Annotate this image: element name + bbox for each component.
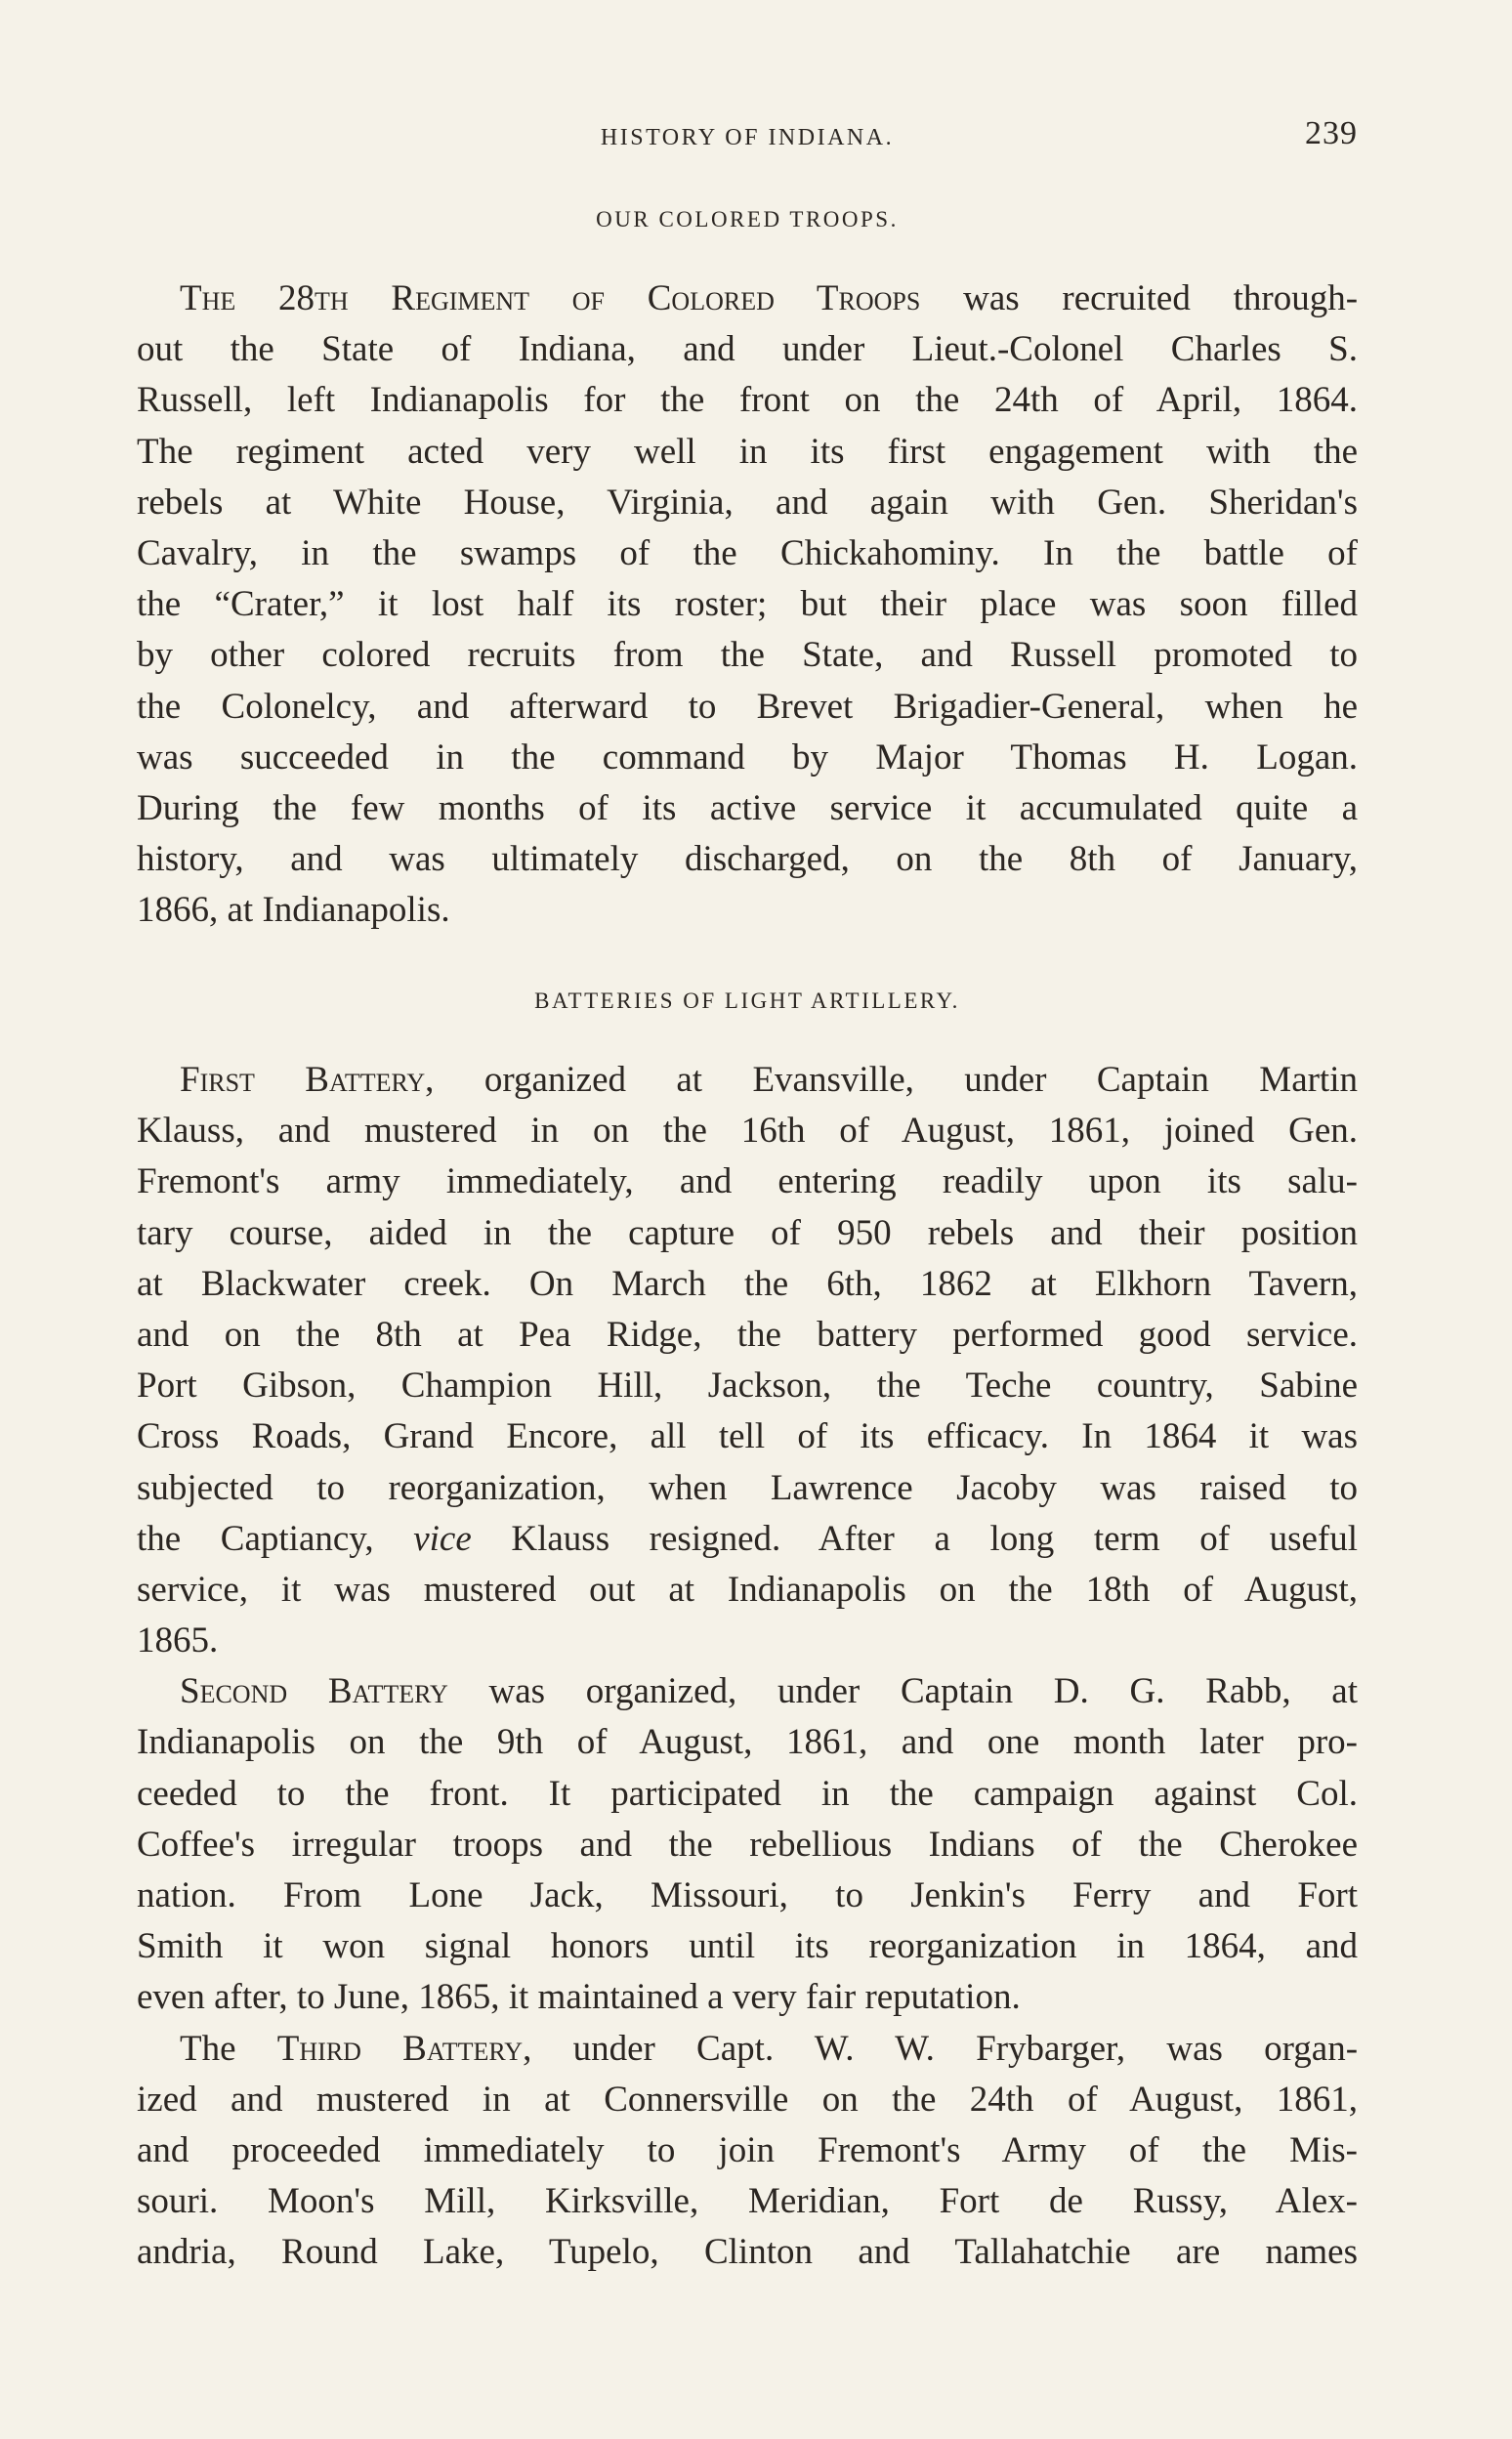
- battery-name-third: Third Battery,: [276, 2028, 532, 2069]
- text-line: Klauss, and mustered in on the 16th of August, 1861, joined Gen.: [137, 1111, 1358, 1152]
- text-line: Cavalry, in the swamps of the Chickahominy. In the battle of: [137, 532, 1358, 573]
- text-line: During the few months of its active service it accumulated quite a: [137, 787, 1358, 828]
- section-heading-light-artillery: BATTERIES OF LIGHT ARTILLERY.: [534, 988, 960, 1013]
- text-line: Coffee's irregular troops and the rebellious Indians of the Cherokee: [137, 1824, 1358, 1865]
- italic-word: vice: [413, 1518, 472, 1559]
- text-line: Russell, left Indianapolis for the front on the 24th of April, 1864.: [137, 380, 1358, 421]
- text-line: rebels at White House, Virginia, and again with Gen. Sheridan's: [137, 482, 1358, 523]
- text-line: 1866, at Indianapolis.: [137, 890, 450, 931]
- text-line: Second Battery was organized, under Captain D. G. Rabb, at: [180, 1671, 1359, 1712]
- text-line: even after, to June, 1865, it maintained a very fair reputation.: [137, 1977, 1021, 2018]
- text-line: the Captiancy, vice Klauss resigned. After a long term of useful: [137, 1518, 1359, 1559]
- text-line: The Third Battery, under Capt. W. W. Frybarger, was organ-: [180, 2028, 1359, 2069]
- text-line: The 28th Regiment of Colored Troops was recruited through-: [180, 278, 1359, 318]
- text-line: 1865.: [137, 1620, 219, 1661]
- text-line: by other colored recruits from the State, and Russell promoted to: [137, 635, 1358, 676]
- text-line: nation. From Lone Jack, Missouri, to Jenkin's Ferry and Fort: [137, 1875, 1358, 1915]
- text-line: tary course, aided in the capture of 950 rebels and their position: [137, 1212, 1358, 1253]
- text-line: the “Crater,” it lost half its roster; but their place was soon filled: [137, 584, 1358, 625]
- text-line: out the State of Indiana, and under Lieut.-Colonel Charles S.: [137, 329, 1358, 370]
- text-line: the Colonelcy, and afterward to Brevet Brigadier-General, when he: [137, 686, 1358, 727]
- text-line: Cross Roads, Grand Encore, all tell of its efficacy. In 1864 it was: [137, 1416, 1358, 1457]
- text-line: Smith it won signal honors until its reorganization in 1864, and: [137, 1926, 1358, 1967]
- text-line: service, it was mustered out at Indianapolis on the 18th of August,: [137, 1569, 1358, 1610]
- battery-name-second: Second Battery: [180, 1671, 448, 1712]
- paragraph-28th-regiment: [137, 273, 1358, 936]
- text-line: and proceeded immediately to join Fremont's Army of the Mis-: [137, 2129, 1358, 2170]
- text-line: Indianapolis on the 9th of August, 1861, and one month later pro-: [137, 1722, 1358, 1763]
- text-line: at Blackwater creek. On March the 6th, 1862 at Elkhorn Tavern,: [137, 1263, 1358, 1304]
- regiment-name: The 28th Regiment of Colored Troops: [180, 278, 921, 318]
- text-line: subjected to reorganization, when Lawrence Jacoby was raised to: [137, 1467, 1358, 1508]
- text-line: was succeeded in the command by Major Thomas H. Logan.: [137, 736, 1358, 778]
- running-title: HISTORY OF INDIANA.: [600, 125, 895, 150]
- battery-name-first: First Battery,: [180, 1060, 435, 1100]
- text-line: souri. Moon's Mill, Kirksville, Meridian, Fort de Russy, Alex-: [137, 2181, 1358, 2222]
- text-line: ized and mustered in at Connersville on the 24th of August, 1861,: [137, 2079, 1358, 2120]
- text-line: First Battery, organized at Evansville, under Captain Martin: [180, 1060, 1358, 1100]
- text-line: Fremont's army immediately, and entering readily upon its salu-: [137, 1161, 1358, 1202]
- running-head: [137, 115, 1358, 164]
- text-line: history, and was ultimately discharged, on the 8th of January,: [137, 839, 1358, 880]
- text-line: The regiment acted very well in its first engagement with the: [137, 431, 1358, 472]
- text-line: ceeded to the front. It participated in the campaign against Col.: [137, 1773, 1358, 1814]
- text-line: and on the 8th at Pea Ridge, the battery performed good service.: [137, 1314, 1358, 1355]
- text-line: Port Gibson, Champion Hill, Jackson, the Teche country, Sabine: [137, 1366, 1358, 1407]
- section-heading-colored-troops: OUR COLORED TROOPS.: [596, 207, 899, 231]
- page-number: 239: [1305, 115, 1358, 151]
- text-line: andria, Round Lake, Tupelo, Clinton and Tallahatchie are names: [137, 2232, 1358, 2273]
- paragraphs-batteries: [137, 1055, 1358, 2279]
